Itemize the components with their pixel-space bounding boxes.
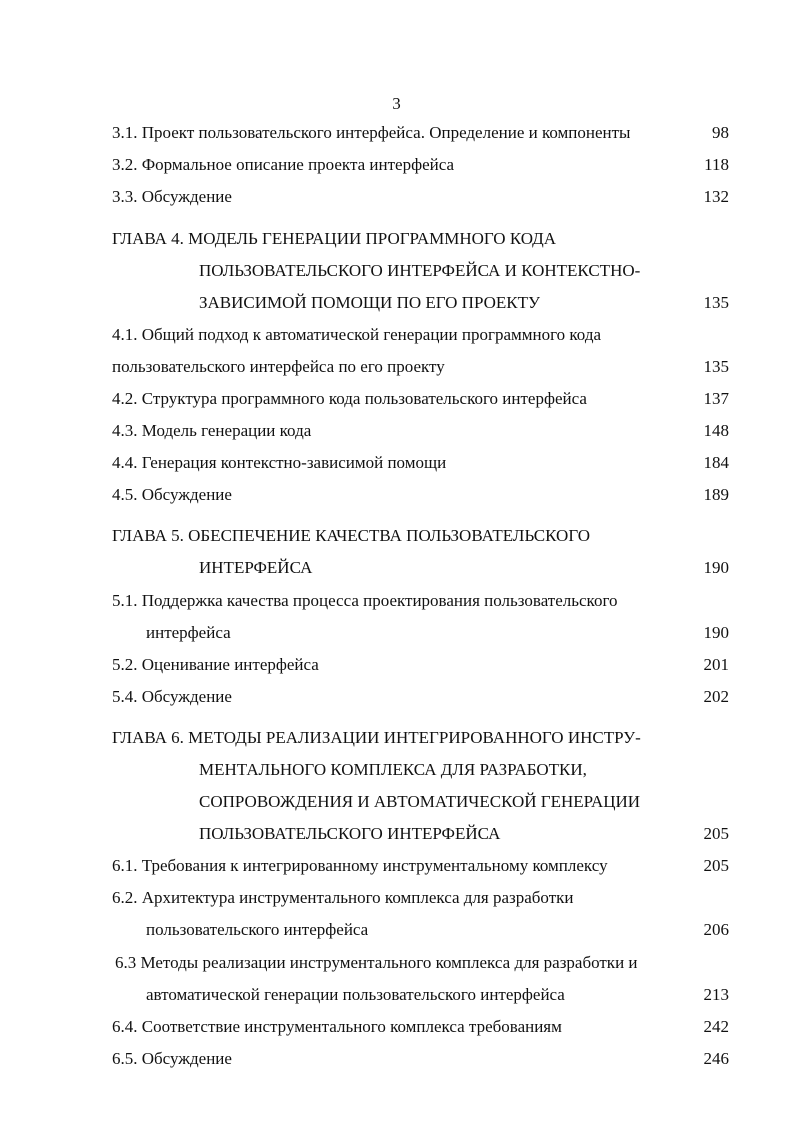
toc-entry-4-5-page: 189	[703, 485, 729, 504]
toc-entry-5-2-page: 201	[703, 655, 729, 674]
toc-entry-6-2-line-2: пользовательского интерфейса	[146, 920, 369, 939]
page-number: 3	[392, 94, 401, 113]
toc-entry-5-2-title: 5.2. Оценивание интерфейса	[112, 655, 319, 674]
toc-chapter-4-line-1: ГЛАВА 4. МОДЕЛЬ ГЕНЕРАЦИИ ПРОГРАММНОГО КОДА	[112, 229, 557, 248]
toc-chapter-6-line-2: МЕНТАЛЬНОГО КОМПЛЕКСА ДЛЯ РАЗРАБОТКИ,	[199, 760, 587, 779]
toc-entry-6-5-title: 6.5. Обсуждение	[112, 1049, 232, 1068]
toc-entry-4-1-page: 135	[703, 357, 729, 376]
toc-chapter-5-line-1: ГЛАВА 5. ОБЕСПЕЧЕНИЕ КАЧЕСТВА ПОЛЬЗОВАТЕЛЬСКОГО	[112, 526, 591, 545]
toc-entry-4-2-page: 137	[703, 389, 729, 408]
toc-chapter-4-line-3: ЗАВИСИМОЙ ПОМОЩИ ПО ЕГО ПРОЕКТУ	[199, 293, 541, 312]
toc-chapter-4-line-2: ПОЛЬЗОВАТЕЛЬСКОГО ИНТЕРФЕЙСА И КОНТЕКСТНО-	[199, 261, 641, 280]
toc-entry-6-3-line-1: 6.3 Методы реализации инструментального комплекса для разработки и	[115, 953, 638, 972]
toc-entry-6-5-page: 246	[703, 1049, 729, 1068]
toc-chapter-5-line-2: ИНТЕРФЕЙСА	[199, 558, 313, 577]
toc-entry-5-4-title: 5.4. Обсуждение	[112, 687, 232, 706]
toc-entry-5-4-page: 202	[703, 687, 729, 706]
toc-entry-4-2-title: 4.2. Структура программного кода пользовательского интерфейса	[112, 389, 587, 408]
toc-chapter-4-page: 135	[703, 293, 729, 312]
toc-entry-3-2-title: 3.2. Формальное описание проекта интерфейса	[112, 155, 455, 174]
toc-chapter-6-line-4: ПОЛЬЗОВАТЕЛЬСКОГО ИНТЕРФЕЙСА	[199, 824, 501, 843]
toc-entry-5-1-line-1: 5.1. Поддержка качества процесса проектирования пользовательского	[112, 591, 618, 610]
toc-entry-6-4-title: 6.4. Соответствие инструментального комплекса требованиям	[112, 1017, 562, 1036]
toc-entry-6-1-title: 6.1. Требования к интегрированному инструментальному комплексу	[112, 856, 608, 875]
toc-entry-3-3-title: 3.3. Обсуждение	[112, 187, 232, 206]
toc-chapter-5-page: 190	[703, 558, 729, 577]
toc-entry-6-2-page: 206	[703, 920, 729, 939]
toc-entry-3-1-title: 3.1. Проект пользовательского интерфейса. Определение и компоненты	[112, 123, 631, 142]
toc-entry-3-2-page: 118	[704, 155, 729, 174]
toc-entry-6-1-page: 205	[703, 856, 729, 875]
toc-entry-4-3-page: 148	[703, 421, 729, 440]
toc-entry-6-3-page: 213	[703, 985, 729, 1004]
toc-entry-6-3-line-2: автоматической генерации пользовательского интерфейса	[146, 985, 565, 1004]
toc-entry-3-3-page: 132	[703, 187, 729, 206]
toc-entry-4-5-title: 4.5. Обсуждение	[112, 485, 232, 504]
toc-entry-4-1-line-1: 4.1. Общий подход к автоматической генерации программного кода	[112, 325, 602, 344]
toc-entry-5-1-page: 190	[703, 623, 729, 642]
toc-entry-4-4-title: 4.4. Генерация контекстно-зависимой помощи	[112, 453, 447, 472]
toc-chapter-6-line-3: СОПРОВОЖДЕНИЯ И АВТОМАТИЧЕСКОЙ ГЕНЕРАЦИИ	[199, 792, 641, 811]
toc-entry-4-1-line-2: пользовательского интерфейса по его проекту	[112, 357, 445, 376]
toc-entry-6-2-line-1: 6.2. Архитектура инструментального комплекса для разработки	[112, 888, 574, 907]
toc-entry-4-3-title: 4.3. Модель генерации кода	[112, 421, 312, 440]
toc-chapter-6-line-1: ГЛАВА 6. МЕТОДЫ РЕАЛИЗАЦИИ ИНТЕГРИРОВАННОГО ИНСТРУ-	[112, 728, 641, 747]
toc-entry-4-4-page: 184	[703, 453, 729, 472]
toc-entry-5-1-line-2: интерфейса	[146, 623, 231, 642]
toc-chapter-6-page: 205	[703, 824, 729, 843]
toc-entry-6-4-page: 242	[703, 1017, 729, 1036]
toc-entry-3-1-page: 98	[712, 123, 729, 142]
